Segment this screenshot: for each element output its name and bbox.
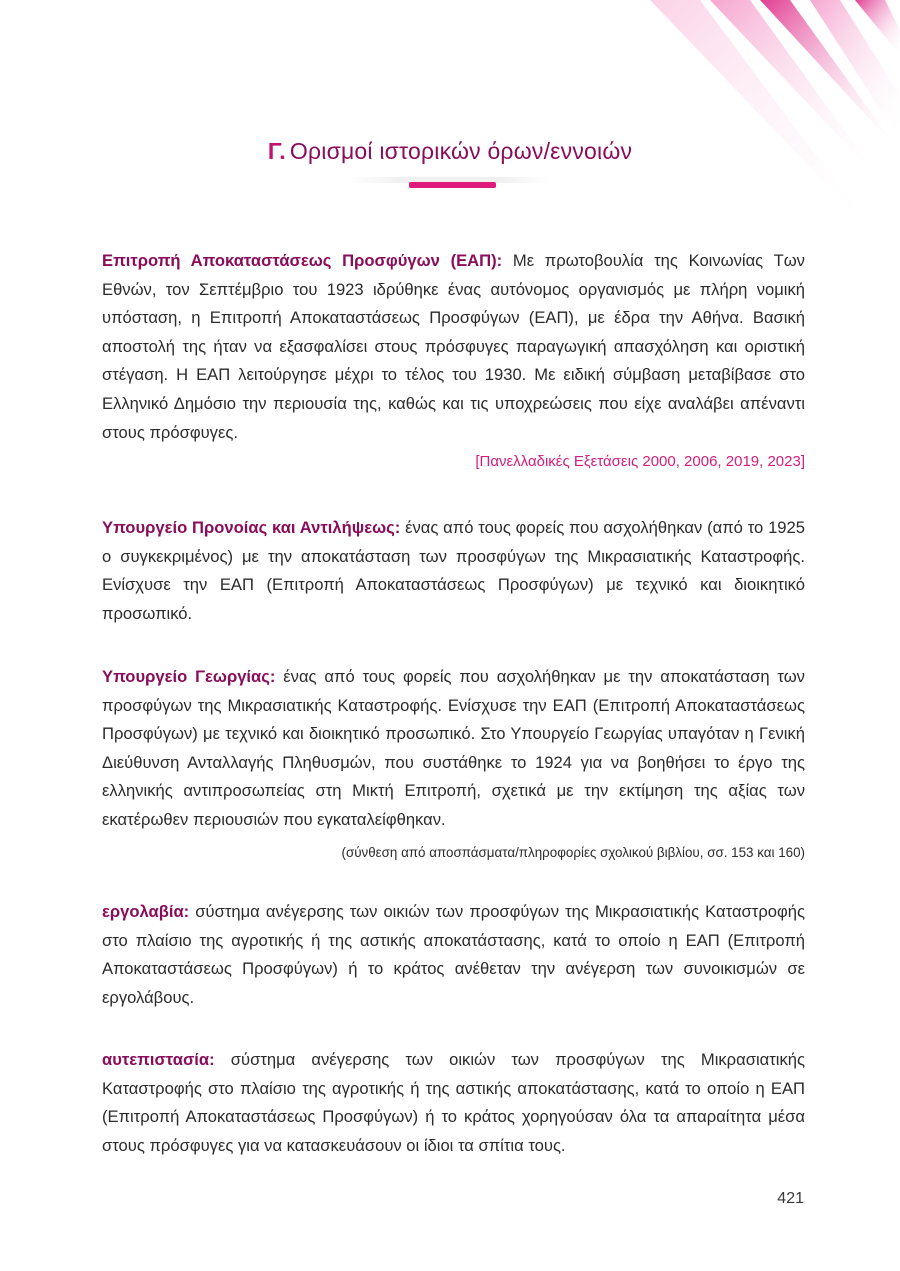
definition-ministry-welfare: [102, 514, 805, 628]
section-heading: [0, 138, 900, 165]
definition-term: Υπουργείο Γεωργίας:: [102, 667, 276, 686]
definition-term: εργολαβία:: [102, 902, 190, 921]
source-citation: [Πανελλαδικές Εξετάσεις 2000, 2006, 2019, 2023]: [475, 453, 805, 470]
definition-ministry-agriculture: [102, 663, 805, 835]
definition-text: σύστημα ανέγερσης των οικιών των προσφύγων της Μικρασιατικής Καταστροφής στο πλαίσιο της αγροτικής ή της αστικής αποκατάστασης, κατά το οποίο η ΕΑΠ (Επιτροπή Αποκαταστάσεως Προσφύγων) ή το κράτος χορηγούσαν όλα τα απαραίτητα μέσα στους πρόσφυγες για να κατασκευάσουν οι ίδιοι τα σπίτια τους.: [102, 1050, 805, 1155]
definition-term: Υπουργείο Προνοίας και Αντιλήψεως:: [102, 518, 401, 537]
definition-term: αυτεπιστασία:: [102, 1050, 215, 1069]
page-title: [268, 138, 632, 164]
corner-decoration: [640, 0, 900, 260]
section-letter: Γ.: [267, 138, 286, 164]
definition-ergolavia: [102, 898, 805, 1012]
definition-text: Με πρωτοβουλία της Κοινωνίας Των Εθνών, τον Σεπτέμβριο του 1923 ιδρύθηκε ένας αυτόνομος οργανισμός με πλήρη νομική υπόσταση, η Επιτροπή Αποκαταστάσεως Προσφύγων (ΕΑΠ), με έδρα την Αθήνα. Βασική αποστολή της ήταν να εξασφαλίσει στους πρόσφυγες παραγωγική απασχόληση και οριστική στέγαση. Η ΕΑΠ λειτούργησε μέχρι το τέλος του 1930. Με ειδική σύμβαση μεταβίβασε στο Ελληνικό Δημόσιο την περιουσία της, καθώς και τις υποχρεώσεις που είχε αναλάβει απέναντι στους πρόσφυγες.: [102, 251, 805, 442]
definition-aftepistasia: [102, 1046, 805, 1160]
section-title: Ορισμοί ιστορικών όρων/εννοιών: [289, 138, 633, 164]
source-citation: (σύνθεση από αποσπάσματα/πληροφορίες σχολικού βιβλίου, σσ. 153 και 160): [341, 845, 805, 860]
title-accent-bar: [409, 182, 496, 188]
definition-eap: [102, 247, 805, 447]
definition-term: Επιτροπή Αποκαταστάσεως Προσφύγων (ΕΑΠ):: [102, 251, 503, 270]
definition-text: ένας από τους φορείς που ασχολήθηκαν (από το 1925 ο συγκεκριμένος) με την αποκατάσταση των προσφύγων της Μικρασιατικής Καταστροφής. Ενίσχυσε την ΕΑΠ (Επιτροπή Αποκαταστάσεως Προσφύγων) με τεχνικό και διοικητικό προσωπικό.: [102, 518, 805, 623]
definition-text: σύστημα ανέγερσης των οικιών των προσφύγων της Μικρασιατικής Καταστροφής στο πλαίσιο της αγροτικής ή της αστικής αποκατάστασης, κατά το οποίο η ΕΑΠ (Επιτροπή Αποκαταστάσεως Προσφύγων) ή το κράτος ανέθεταν την ανέγερση των συνοικισμών σε εργολάβους.: [102, 902, 805, 1007]
definition-text: ένας από τους φορείς που ασχολήθηκαν με την αποκατάσταση των προσφύγων της Μικρασιατικής Καταστροφής. Ενίσχυσε την ΕΑΠ (Επιτροπή Αποκαταστάσεως Προσφύγων) με τεχνικό και διοικητικό προσωπικό. Στο Υπουργείο Γεωργίας υπαγόταν η Γενική Διεύθυνση Ανταλλαγής Πληθυσμών, που συστάθηκε το 1924 για να βοηθήσει το έργο της ελληνικής αντιπροσωπείας στη Μικτή Επιτροπή, σχετικά με την εκτίμηση της αξίας των εκατέρωθεν περιουσιών που εγκαταλείφθηκαν.: [102, 667, 805, 829]
page-number: 421: [777, 1190, 804, 1207]
